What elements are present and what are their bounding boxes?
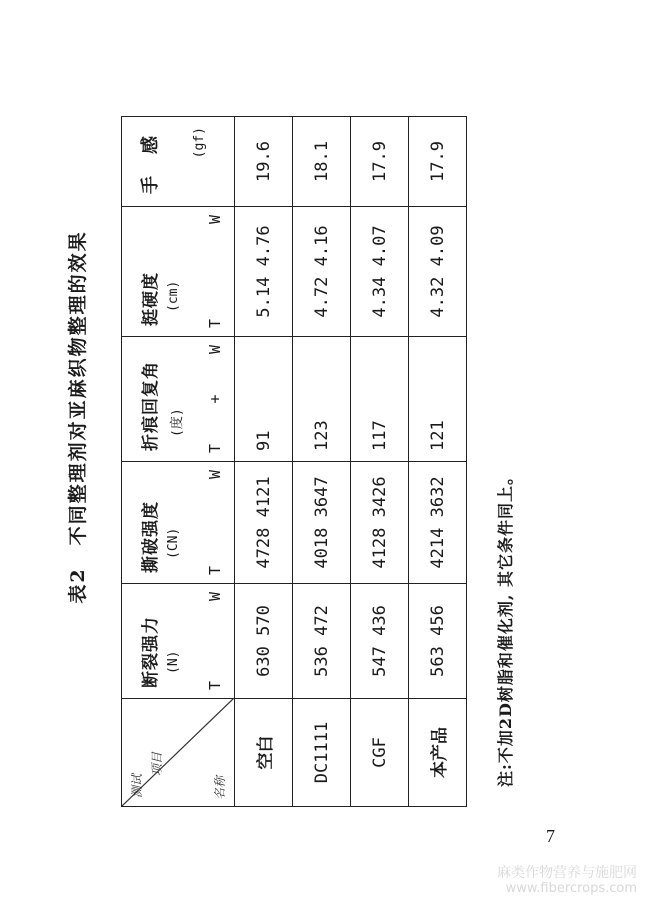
cell-stiffness: 4.34 4.07 [351, 207, 409, 337]
watermark-url: www.fibercrops.com [505, 881, 637, 897]
header-t: T [206, 680, 224, 690]
table-row [235, 117, 293, 807]
corner-label-test: 测试 [130, 773, 144, 798]
table-footnote: 注:不加2D树脂和催化剂, 其它条件同上。 [496, 467, 515, 787]
cell-crease-recovery: 117 [351, 337, 409, 462]
header-hand-feel [122, 114, 235, 207]
header-w: W [206, 215, 224, 225]
header-unit: (CN) [166, 527, 181, 559]
corner-label-name: 名称 [213, 775, 227, 800]
header-w: W [206, 470, 224, 480]
cell-hand-feel: 18.1 [293, 117, 351, 207]
cell-breaking-strength: 563 456 [409, 584, 467, 699]
site-watermark [497, 865, 637, 897]
header-title: 手感 [140, 114, 161, 194]
header-unit: (cm) [166, 280, 181, 312]
header-w: W [206, 592, 224, 602]
cell-breaking-strength: 536 472 [293, 584, 351, 699]
cell-crease-recovery: 91 [235, 337, 293, 462]
page-number: 7 [546, 826, 555, 846]
header-breaking-strength [122, 584, 235, 699]
header-w: W [206, 345, 224, 355]
cell-stiffness: 4.32 4.09 [409, 207, 467, 337]
header-stiffness [122, 207, 235, 337]
rotated-table-region [55, 27, 515, 807]
cell-crease-recovery: 123 [293, 337, 351, 462]
row-name: 空白 [235, 699, 293, 807]
table-row [409, 117, 467, 807]
cell-tear-strength: 4018 3647 [293, 462, 351, 584]
watermark-site-name: 麻类作物营养与施肥网 [497, 864, 637, 881]
cell-tear-strength: 4128 3426 [351, 462, 409, 584]
header-t: T [206, 318, 224, 328]
table-caption [63, 27, 90, 807]
table-title: 不同整理剂对亚麻织物整理的效果 [67, 230, 89, 546]
results-table [121, 116, 467, 807]
header-title: 撕破强度 [141, 501, 161, 573]
header-plus: + [206, 394, 224, 404]
header-title: 断裂强力 [141, 616, 161, 688]
header-unit: (gf) [192, 127, 207, 159]
header-unit: (度) [170, 408, 185, 437]
row-name: CGF [351, 699, 409, 807]
header-t: T [206, 443, 224, 453]
header-t: T [206, 565, 224, 575]
cell-hand-feel: 19.6 [235, 117, 293, 207]
cell-breaking-strength: 547 436 [351, 584, 409, 699]
table-row [351, 117, 409, 807]
cell-hand-feel: 17.9 [351, 117, 409, 207]
row-name: 本产品 [409, 699, 467, 807]
corner-cell [122, 699, 235, 807]
cell-stiffness: 5.14 4.76 [235, 207, 293, 337]
header-tear-strength [122, 462, 235, 584]
cell-hand-feel: 17.9 [409, 117, 467, 207]
table-row [293, 117, 351, 807]
header-unit: (N) [166, 650, 181, 674]
cell-tear-strength: 4728 4121 [235, 462, 293, 584]
header-title: 折痕回复角 [141, 361, 161, 451]
header-crease-recovery [122, 337, 235, 462]
corner-label-item: 项目 [150, 751, 164, 776]
header-title: 挺硬度 [141, 272, 161, 326]
table-header-row [122, 117, 235, 807]
table-number: 表2 [67, 567, 89, 604]
cell-tear-strength: 4214 3632 [409, 462, 467, 584]
cell-breaking-strength: 630 570 [235, 584, 293, 699]
row-name: DC1111 [293, 699, 351, 807]
cell-crease-recovery: 121 [409, 337, 467, 462]
cell-stiffness: 4.72 4.16 [293, 207, 351, 337]
